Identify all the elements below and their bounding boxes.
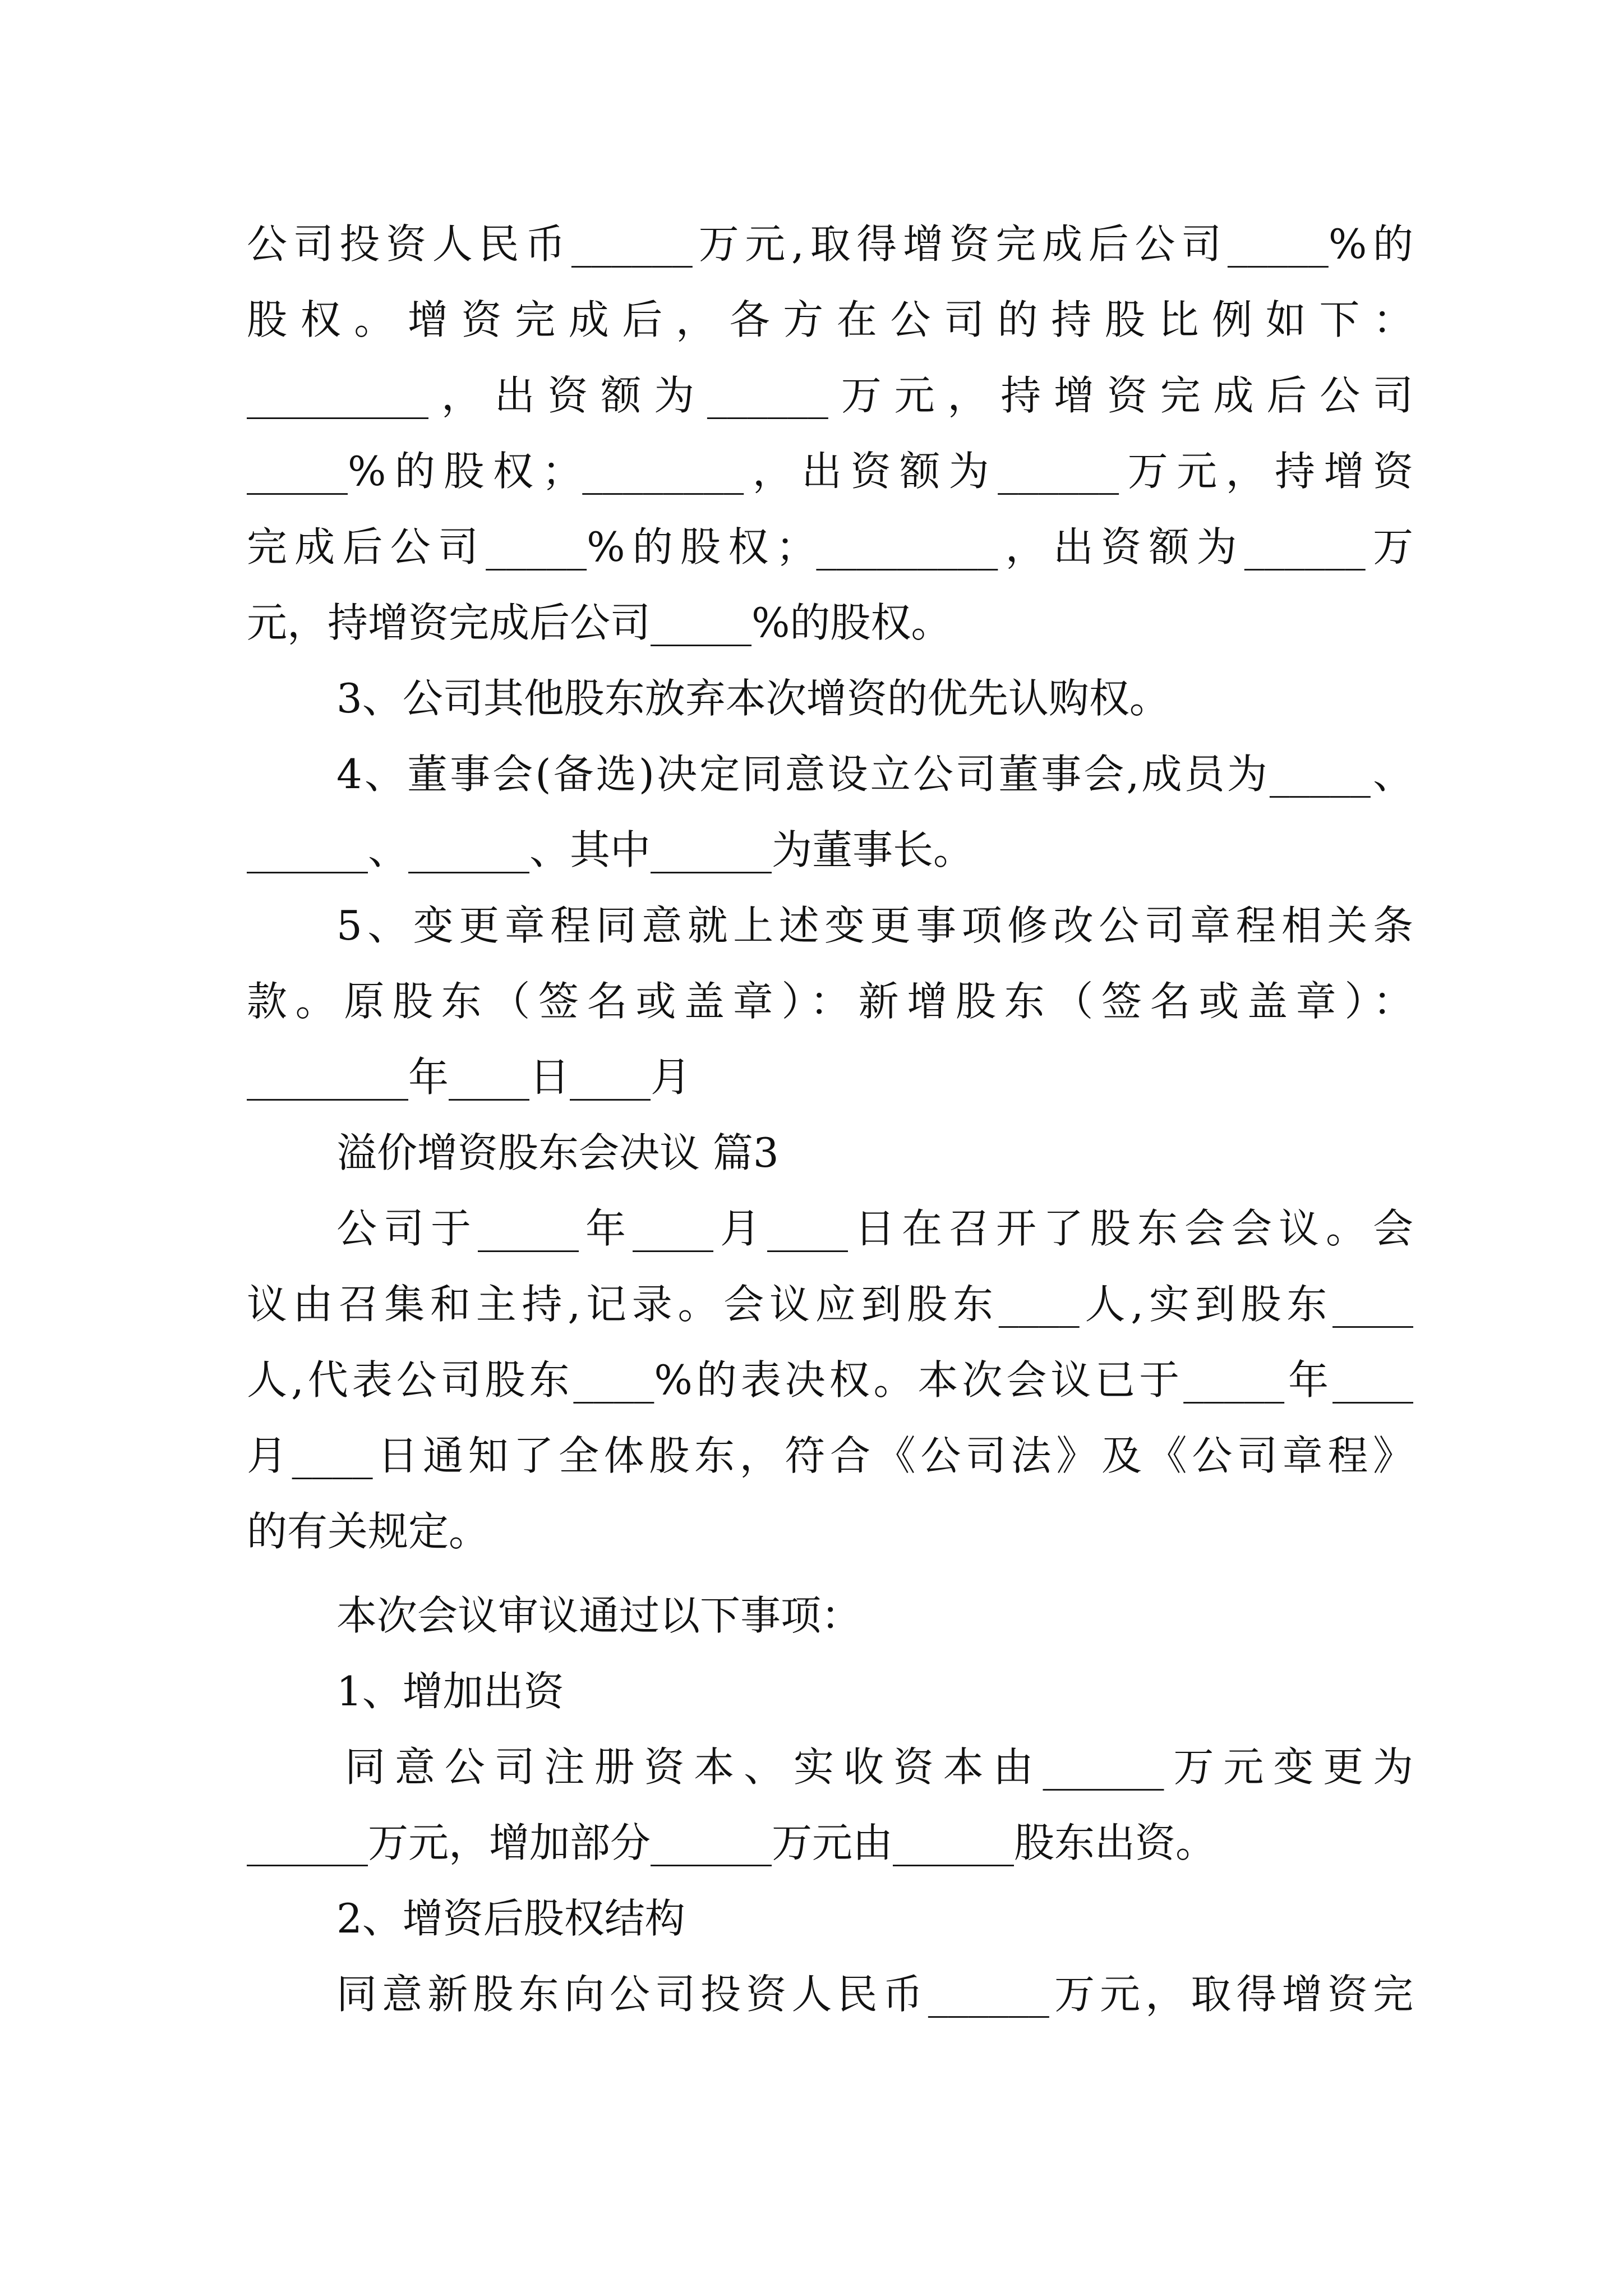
body-line: 3、公司其他股东放弃本次增资的优先认购权。 (336, 675, 1170, 722)
body-line: ______、______、其中______为董事长。 (247, 826, 974, 873)
body-line: _________，出资额为______万元，持增资完成后公司 (247, 372, 1413, 419)
body-line: 人,代表公司股东____%的表决权。本次会议已于_____年____ (247, 1356, 1413, 1404)
body-line: 议由召集和主持,记录。会议应到股东____人,实到股东____ (247, 1281, 1413, 1328)
body-line: 2、增资后股权结构 (336, 1895, 685, 1942)
body-line: ______万元，增加部分______万元由______股东出资。 (247, 1819, 1216, 1866)
body-line: 本次会议审议通过以下事项： (336, 1592, 862, 1639)
body-line: 的有关规定。 (247, 1508, 490, 1555)
section-heading: 溢价增资股东会决议 篇3 (336, 1129, 779, 1176)
body-line: _____%的股权；________，出资额为______万元，持增资 (247, 448, 1413, 495)
body-line: 款。原股东（签名或盖章）：新增股东（签名或盖章）： (247, 978, 1413, 1025)
body-line: ________年____日____月 (247, 1053, 691, 1101)
body-line: 元，持增资完成后公司_____%的股权。 (247, 599, 952, 646)
body-line: 公司于_____年____月____日在召开了股东会会议。会 (336, 1205, 1413, 1252)
body-line: 月____日通知了全体股东，符合《公司法》及《公司章程》 (247, 1432, 1413, 1479)
body-line: 完成后公司_____%的股权；_________，出资额为______万 (247, 523, 1413, 570)
body-line: 1、增加出资 (336, 1668, 564, 1715)
body-line: 同意新股东向公司投资人民币______万元，取得增资完 (336, 1971, 1413, 2018)
body-line: 5、变更章程同意就上述变更事项修改公司章程相关条 (336, 902, 1413, 949)
body-line: 同意公司注册资本、实收资本由______万元变更为 (345, 1743, 1413, 1791)
body-line: 4、董事会(备选)决定同意设立公司董事会,成员为_____、 (336, 751, 1413, 798)
body-line: 股权。增资完成后，各方在公司的持股比例如下： (247, 296, 1413, 343)
body-line: 公司投资人民币______万元,取得增资完成后公司_____%的 (247, 220, 1413, 268)
